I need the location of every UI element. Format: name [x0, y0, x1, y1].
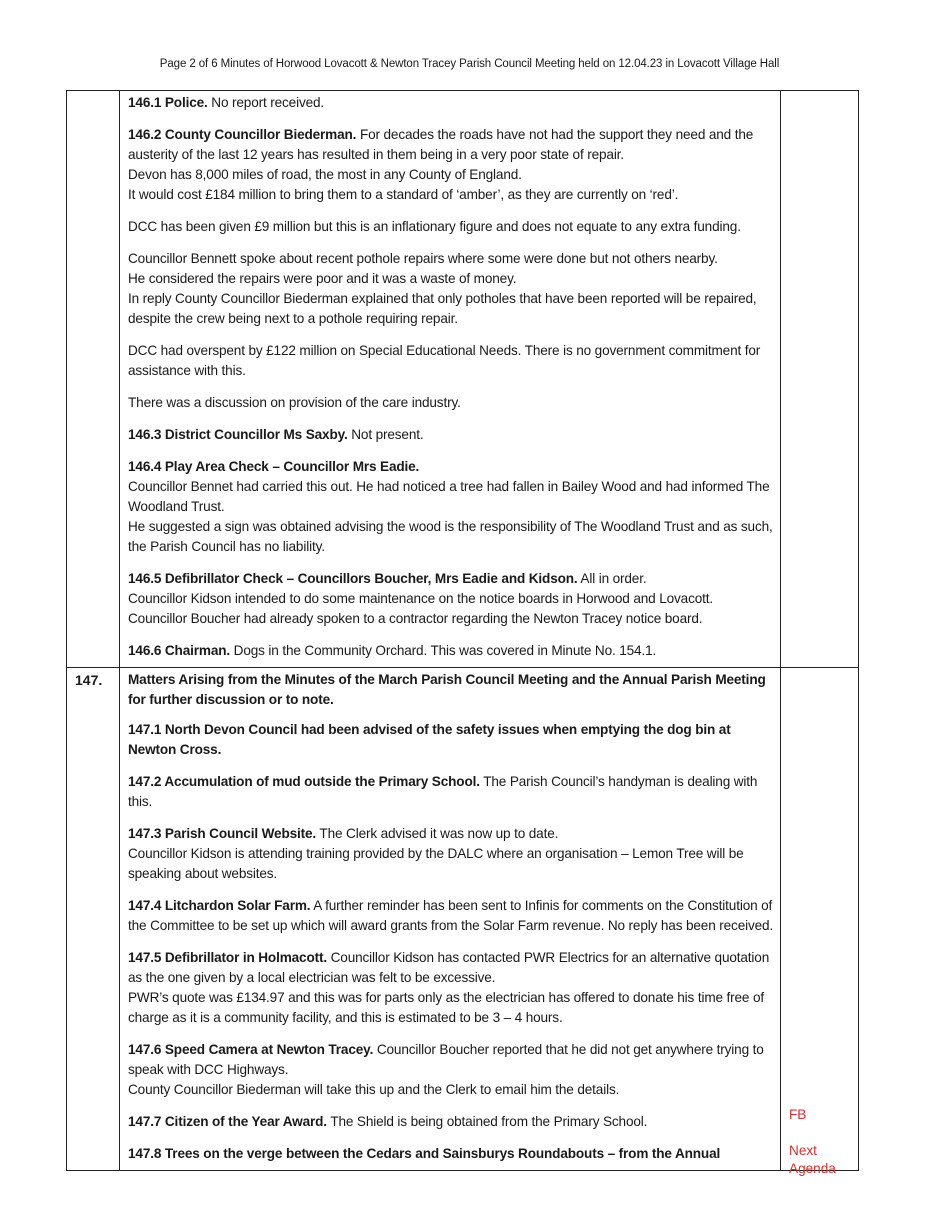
- item-147-5: 147.5 Defibrillator in Holmacott. Councillor Kidson has contacted PWR Electrics for an alternative quotation as the one given by a local electrician was felt to be excessive. PWR’s quote was £134.97 and this was for parts only as the electrician has offered to donate his time free of charge as it is a community facility, and this is estimated to be 3 – 4 hours.: [128, 950, 770, 1025]
- item-147-3: 147.3 Parish Council Website. The Clerk advised it was now up to date. Councillor Kidson is attending training provided by the DALC where an organisation – Lemon Tree will be speaking about websites.: [128, 826, 744, 881]
- item-147-7: 147.7 Citizen of the Year Award. The Shield is being obtained from the Primary School.: [128, 1114, 648, 1129]
- item-146-5: 146.5 Defibrillator Check – Councillors Boucher, Mrs Eadie and Kidson. All in order. Councillor Kidson intended to do some maintenance on the notice boards in Horwood and Lovacott. Councillor Boucher had already spoken to a contractor regarding the Newton Tracey notice board.: [128, 571, 714, 626]
- item-146-2: 146.2 County Councillor Biederman. For decades the roads have not had the support they need and the austerity of the last 12 years has resulted in them being in a very poor state of repair. Devon has 8,000 miles of road, the most in any County of England. It would cost £184 million to bring them to a standard of ‘amber’, as they are currently on ‘red’.: [128, 127, 754, 202]
- minutes-table: [66, 90, 859, 1176]
- item-146-2-potholes: Councillor Bennett spoke about recent pothole repairs where some were done but not others nearby. He considered the repairs were poor and it was a waste of money. In reply County Councillor Biederman explained that only potholes that have been reported will be repaired, despite the crew being next to a pothole requiring repair.: [128, 251, 757, 326]
- item-147-2: 147.2 Accumulation of mud outside the Primary School. The Parish Council’s handyman is dealing with this.: [128, 774, 758, 809]
- action-fb: FB: [789, 1107, 807, 1122]
- item-146-3: 146.3 District Councillor Ms Saxby. Not present.: [128, 427, 424, 442]
- item-146-2-funding: DCC has been given £9 million but this is an inflationary figure and does not equate to any extra funding.: [128, 219, 741, 234]
- section-147-row: [67, 668, 859, 1171]
- item-146-4: 146.4 Play Area Check – Councillor Mrs Eadie. Councillor Bennet had carried this out. He had noticed a tree had fallen in Bailey Wood and had informed The Woodland Trust. He suggested a sign was obtained advising the wood is the responsibility of The Woodland Trust and as such, the Parish Council has no liability.: [128, 459, 773, 554]
- item-146-2-care: There was a discussion on provision of the care industry.: [128, 395, 461, 410]
- section-147-number: 147.: [67, 668, 120, 1171]
- section-147-body: [120, 668, 781, 1171]
- action-next-agenda: Next Agenda: [789, 1143, 836, 1176]
- item-146-2-sen: DCC had overspent by £122 million on Special Educational Needs. There is no government commitment for assistance with this.: [128, 343, 761, 378]
- section-147-title: Matters Arising from the Minutes of the March Parish Council Meeting and the Annual Parish Meeting for further discussion or to note.: [128, 672, 766, 707]
- item-146-6: 146.6 Chairman. Dogs in the Community Orchard. This was covered in Minute No. 154.1.: [128, 643, 657, 658]
- section-146-body: [120, 91, 781, 668]
- section-146-row: [67, 91, 859, 668]
- item-147-4: 147.4 Litchardon Solar Farm. A further reminder has been sent to Infinis for comments on the Constitution of the Committee to be set up which will award grants from the Solar Farm revenue. No reply has been received.: [128, 898, 774, 933]
- section-147-action: [781, 668, 859, 1176]
- section-146-action: [781, 91, 859, 668]
- item-147-1: 147.1 North Devon Council had been advised of the safety issues when emptying the dog bin at Newton Cross.: [128, 722, 731, 757]
- item-146-1: 146.1 Police. No report received.: [128, 95, 325, 110]
- page-header: Page 2 of 6 Minutes of Horwood Lovacott & Newton Tracey Parish Council Meeting held on 12.04.23 in Lovacott Village Hall: [159, 58, 780, 70]
- item-147-6: 147.6 Speed Camera at Newton Tracey. Councillor Boucher reported that he did not get anywhere trying to speak with DCC Highways. County Councillor Biederman will take this up and the Clerk to email him the details.: [128, 1042, 764, 1097]
- item-147-8: 147.8 Trees on the verge between the Cedars and Sainsburys Roundabouts – from the Annual: [128, 1146, 721, 1161]
- section-146-number: [67, 91, 120, 668]
